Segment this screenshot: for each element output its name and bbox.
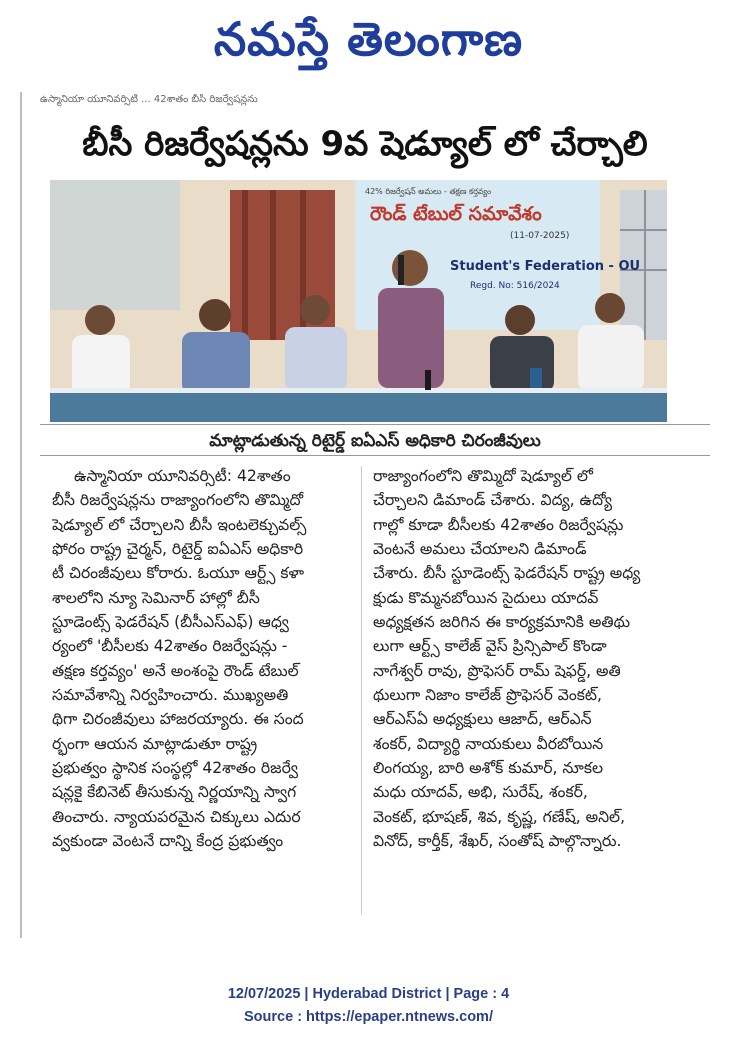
footer-date-line: 12/07/2025 | Hyderabad District | Page : 4 xyxy=(227,986,510,1002)
text-line: వెంకట్, భూషణ్, శివ, కృష్ణ, గణేష్, అనిల్, xyxy=(373,807,626,826)
text-line: తక్షణ కర్తవ్యం' అనే అంశంపై రౌండ్ టేబుల్ xyxy=(52,661,299,680)
clipping-edge xyxy=(20,92,22,938)
banner-title: రౌండ్ టేబుల్ సమావేశం xyxy=(370,203,542,225)
footer-source-link[interactable]: Source : https://epaper.ntnews.com/ xyxy=(244,1009,493,1025)
text-line: అధ్యక్షతన జరిగిన ఈ కార్యక్రమానికి అతిథు xyxy=(373,613,630,632)
text-line: మధు యాదవ్, అభి, సురేష్, శంకర్, xyxy=(373,783,588,802)
text-line: ప్రభుత్వం స్థానిక సంస్థల్లో 42శాతం రిజర్వే xyxy=(52,759,298,778)
photo-caption: మాట్లాడుతున్న రిటైర్డ్ ఐఏఎస్ అధికారి చిరంజీవులు xyxy=(40,424,710,456)
column-rule xyxy=(361,466,362,914)
banner-date: (11-07-2025) xyxy=(510,231,570,241)
article-column-right xyxy=(373,464,667,924)
text-line: చేర్చాలని డిమాండ్ చేశారు. విద్య, ఉద్యో xyxy=(373,491,613,510)
article-headline: బీసీ రిజర్వేషన్లను 9వ షెడ్యూల్ లో చేర్చాలి xyxy=(82,124,648,164)
text-line: లింగయ్య, బారి అశోక్ కుమార్, నూకల xyxy=(373,759,604,778)
window-left xyxy=(50,180,180,310)
text-line: షన్లకై కేబినెట్ తీసుకున్న నిర్ణయాన్ని స్వాగ xyxy=(52,783,297,802)
table xyxy=(50,388,667,422)
text-line: శాలలోని న్యూ సెమినార్ హాల్లో బీసీ xyxy=(52,588,260,607)
text-line: ఆర్ఎస్ఏ అధ్యక్షులు ఆజాద్, ఆర్ఎన్ xyxy=(373,710,592,729)
masthead-logo: నమస్తే తెలంగాణ xyxy=(213,12,524,66)
text-line: షెడ్యూల్ లో చేర్చాలని బీసీ ఇంటలెక్చువల్స్ xyxy=(52,515,307,534)
text-line: చేశారు. బీసీ స్టూడెంట్స్ ఫెడరేషన్ రాష్ట్ర అధ్య xyxy=(373,564,641,583)
text-line: నాగేశ్వర్ రావు, ప్రొఫెసర్ రామ్ షెఫర్డ్, అతి xyxy=(373,661,621,680)
text-line: లుగా ఆర్ట్స్ కాలేజ్ వైస్ ప్రిన్సిపాల్ కొండా xyxy=(373,637,607,656)
clipping-cut-strip: ఉస్మానియా యూనివర్సిటీ ... 42శాతం బీసీ రిజర్వేషన్లను xyxy=(40,94,258,105)
text-line: ఫోరం రాష్ట్ర చైర్మన్, రిటైర్డ్ ఐఏఎస్ అధికారి xyxy=(52,540,304,559)
banner-regd: Regd. No: 516/2024 xyxy=(470,281,560,291)
text-line: క్షుడు కొమ్మనబోయిన సైదులు యాదవ్ xyxy=(373,588,599,607)
banner-top-text: 42% రిజర్వేషన్ అమలు - తక్షణ కర్తవ్యం xyxy=(365,187,492,196)
article-photo xyxy=(50,180,667,422)
text-line: గాల్లో కూడా బీసీలకు 42శాతం రిజర్వేషన్లు xyxy=(373,515,624,534)
article-column-left xyxy=(52,464,352,924)
text-line: వినోద్, కార్తీక్, శేఖర్, సంతోష్ పాల్గొన్నారు. xyxy=(373,832,622,851)
text-line: రాజ్యాంగంలోని తొమ్మిదో షెడ్యూల్ లో xyxy=(373,467,593,485)
text-line: స్టూడెంట్స్ ఫెడరేషన్ (బీసీఎస్ఎఫ్) ఆధ్వ xyxy=(52,613,289,632)
text-line: టీ చిరంజీవులు కోరారు. ఓయూ ఆర్ట్స్ కళా xyxy=(52,564,305,583)
banner-org: Student's Federation - OU xyxy=(450,259,641,274)
text-line: వ్వకుండా వెంటనే దాన్ని కేంద్ర ప్రభుత్వం xyxy=(52,832,284,851)
text-line: ఉస్మానియా యూనివర్సిటీ: 42శాతం xyxy=(74,467,291,485)
text-line: వెంటనే అమలు చేయాలని డిమాండ్ xyxy=(373,540,587,559)
text-line: బీసీ రిజర్వేషన్లను రాజ్యాంగంలోని తొమ్మిదో xyxy=(52,491,304,510)
text-line: థిగా చిరంజీవులు హాజరయ్యారు. ఈ సంద xyxy=(52,710,304,729)
text-line: ర్భంగా ఆయన మాట్లాడుతూ రాష్ట్ర xyxy=(52,734,258,753)
text-line: సమావేశాన్ని నిర్వహించారు. ముఖ్యఅతి xyxy=(52,686,289,705)
text-line: తించారు. న్యాయపరమైన చిక్కులు ఎదుర xyxy=(52,807,301,826)
text-line: శంకర్, విద్యార్థి నాయకులు వీరబోయిన xyxy=(373,734,604,753)
text-line: థులుగా నిజాం కాలేజ్ ప్రొఫెసర్ వెంకట్, xyxy=(373,686,602,705)
text-line: ర్యంలో 'బీసీలకు 42శాతం రిజర్వేషన్లు - xyxy=(52,637,288,656)
